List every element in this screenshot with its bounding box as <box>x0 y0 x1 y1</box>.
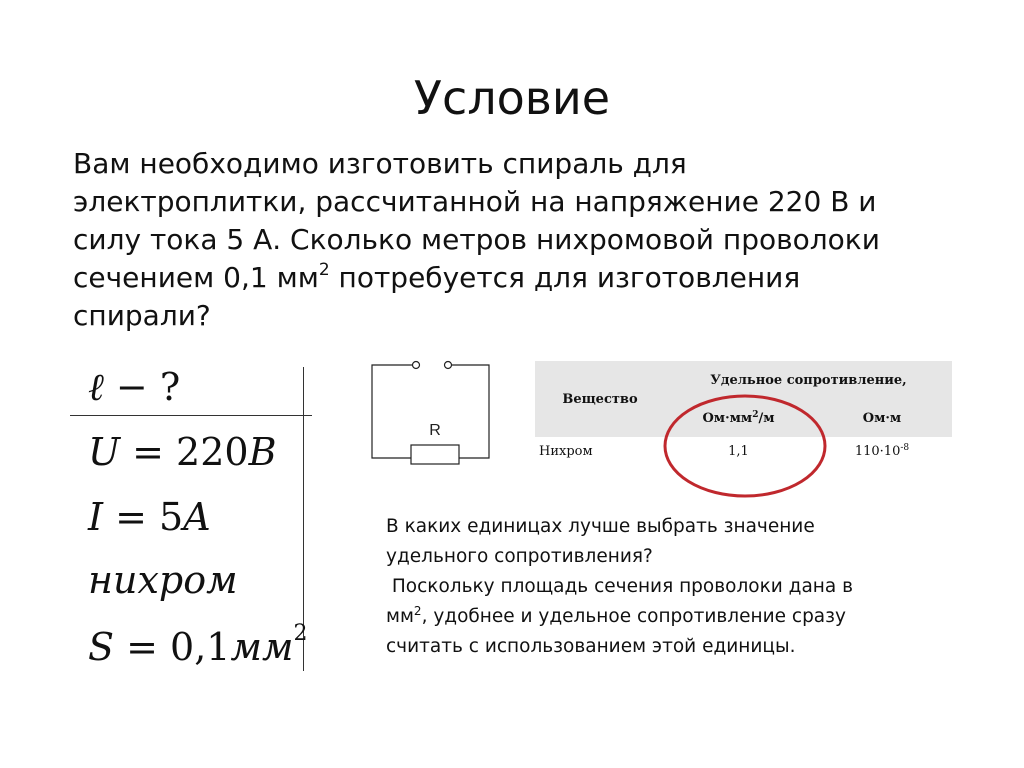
slide-title: Условие <box>413 71 611 125</box>
explanation-line: удельного сопротивления? <box>386 546 653 567</box>
terminal-icon <box>445 362 452 369</box>
cell-substance: Нихром <box>539 443 593 459</box>
explanation-text-part: мм <box>386 606 414 627</box>
problem-statement <box>73 145 973 335</box>
math-unit: мм <box>230 625 294 669</box>
problem-line: электроплитки, рассчитанной на напряжение 220 В и <box>73 185 877 218</box>
math-variable: I <box>88 495 104 539</box>
problem-text: потребуется для изготовления <box>329 261 801 294</box>
given-section <box>60 355 320 675</box>
math-text: = 5 <box>103 495 184 539</box>
unknown-length <box>88 365 180 410</box>
explanation-line <box>386 602 946 632</box>
math-text: = 0,1 <box>114 625 231 669</box>
problem-line: Вам необходимо изготовить спираль для <box>73 147 687 180</box>
explanation-text-part: , удобнее и удельное сопротивление сразу <box>421 606 846 627</box>
resistor-icon <box>411 445 459 464</box>
explanation-line: Поскольку площадь сечения проволоки дана в <box>386 576 854 597</box>
highlight-oval <box>662 393 828 499</box>
terminal-icon <box>413 362 420 369</box>
header-substance: Вещество <box>562 391 638 407</box>
superscript: -8 <box>900 442 910 453</box>
problem-text: сечением 0,1 мм <box>73 261 319 294</box>
header-resistivity: Удельное сопротивление, <box>710 372 907 388</box>
math-text: нихром <box>88 558 238 602</box>
math-text: − ? <box>103 365 181 409</box>
problem-line: силу тока 5 А. Сколько метров нихромовой проволоки <box>73 223 880 256</box>
given-current <box>88 495 211 539</box>
resistor-label: R <box>429 422 441 439</box>
given-voltage <box>88 430 277 474</box>
circuit-wire <box>372 365 489 458</box>
problem-line: спирали? <box>73 299 211 332</box>
header-unit-ohm-m: Ом·м <box>862 410 902 426</box>
math-text: = 220 <box>120 430 249 474</box>
explanation-line: В каких единицах лучше выбрать значение <box>386 516 815 537</box>
superscript: 2 <box>293 621 308 646</box>
circuit-diagram <box>360 352 500 472</box>
superscript: 2 <box>413 604 422 618</box>
math-unit: B <box>248 430 277 474</box>
given-area <box>88 621 308 669</box>
given-material <box>88 558 238 602</box>
explanation-line: считать с использованием этой единицы. <box>386 636 796 657</box>
math-variable: S <box>88 625 115 669</box>
problem-line <box>73 259 973 297</box>
superscript: 2 <box>752 409 759 420</box>
superscript: 2 <box>318 260 330 280</box>
math-variable: ℓ <box>88 365 104 409</box>
highlight-ellipse <box>665 396 825 496</box>
math-variable: U <box>88 430 121 474</box>
value-text: 110·10 <box>854 443 901 459</box>
divider-horizontal <box>70 415 312 416</box>
cell-value-ohm-mm2-m: 1,1 <box>728 443 749 459</box>
cell-value-ohm-m <box>812 437 952 465</box>
explanation-text <box>386 512 946 662</box>
unit-text: Ом·мм <box>702 410 753 426</box>
math-unit: A <box>183 495 211 539</box>
unit-text: /м <box>758 410 775 426</box>
